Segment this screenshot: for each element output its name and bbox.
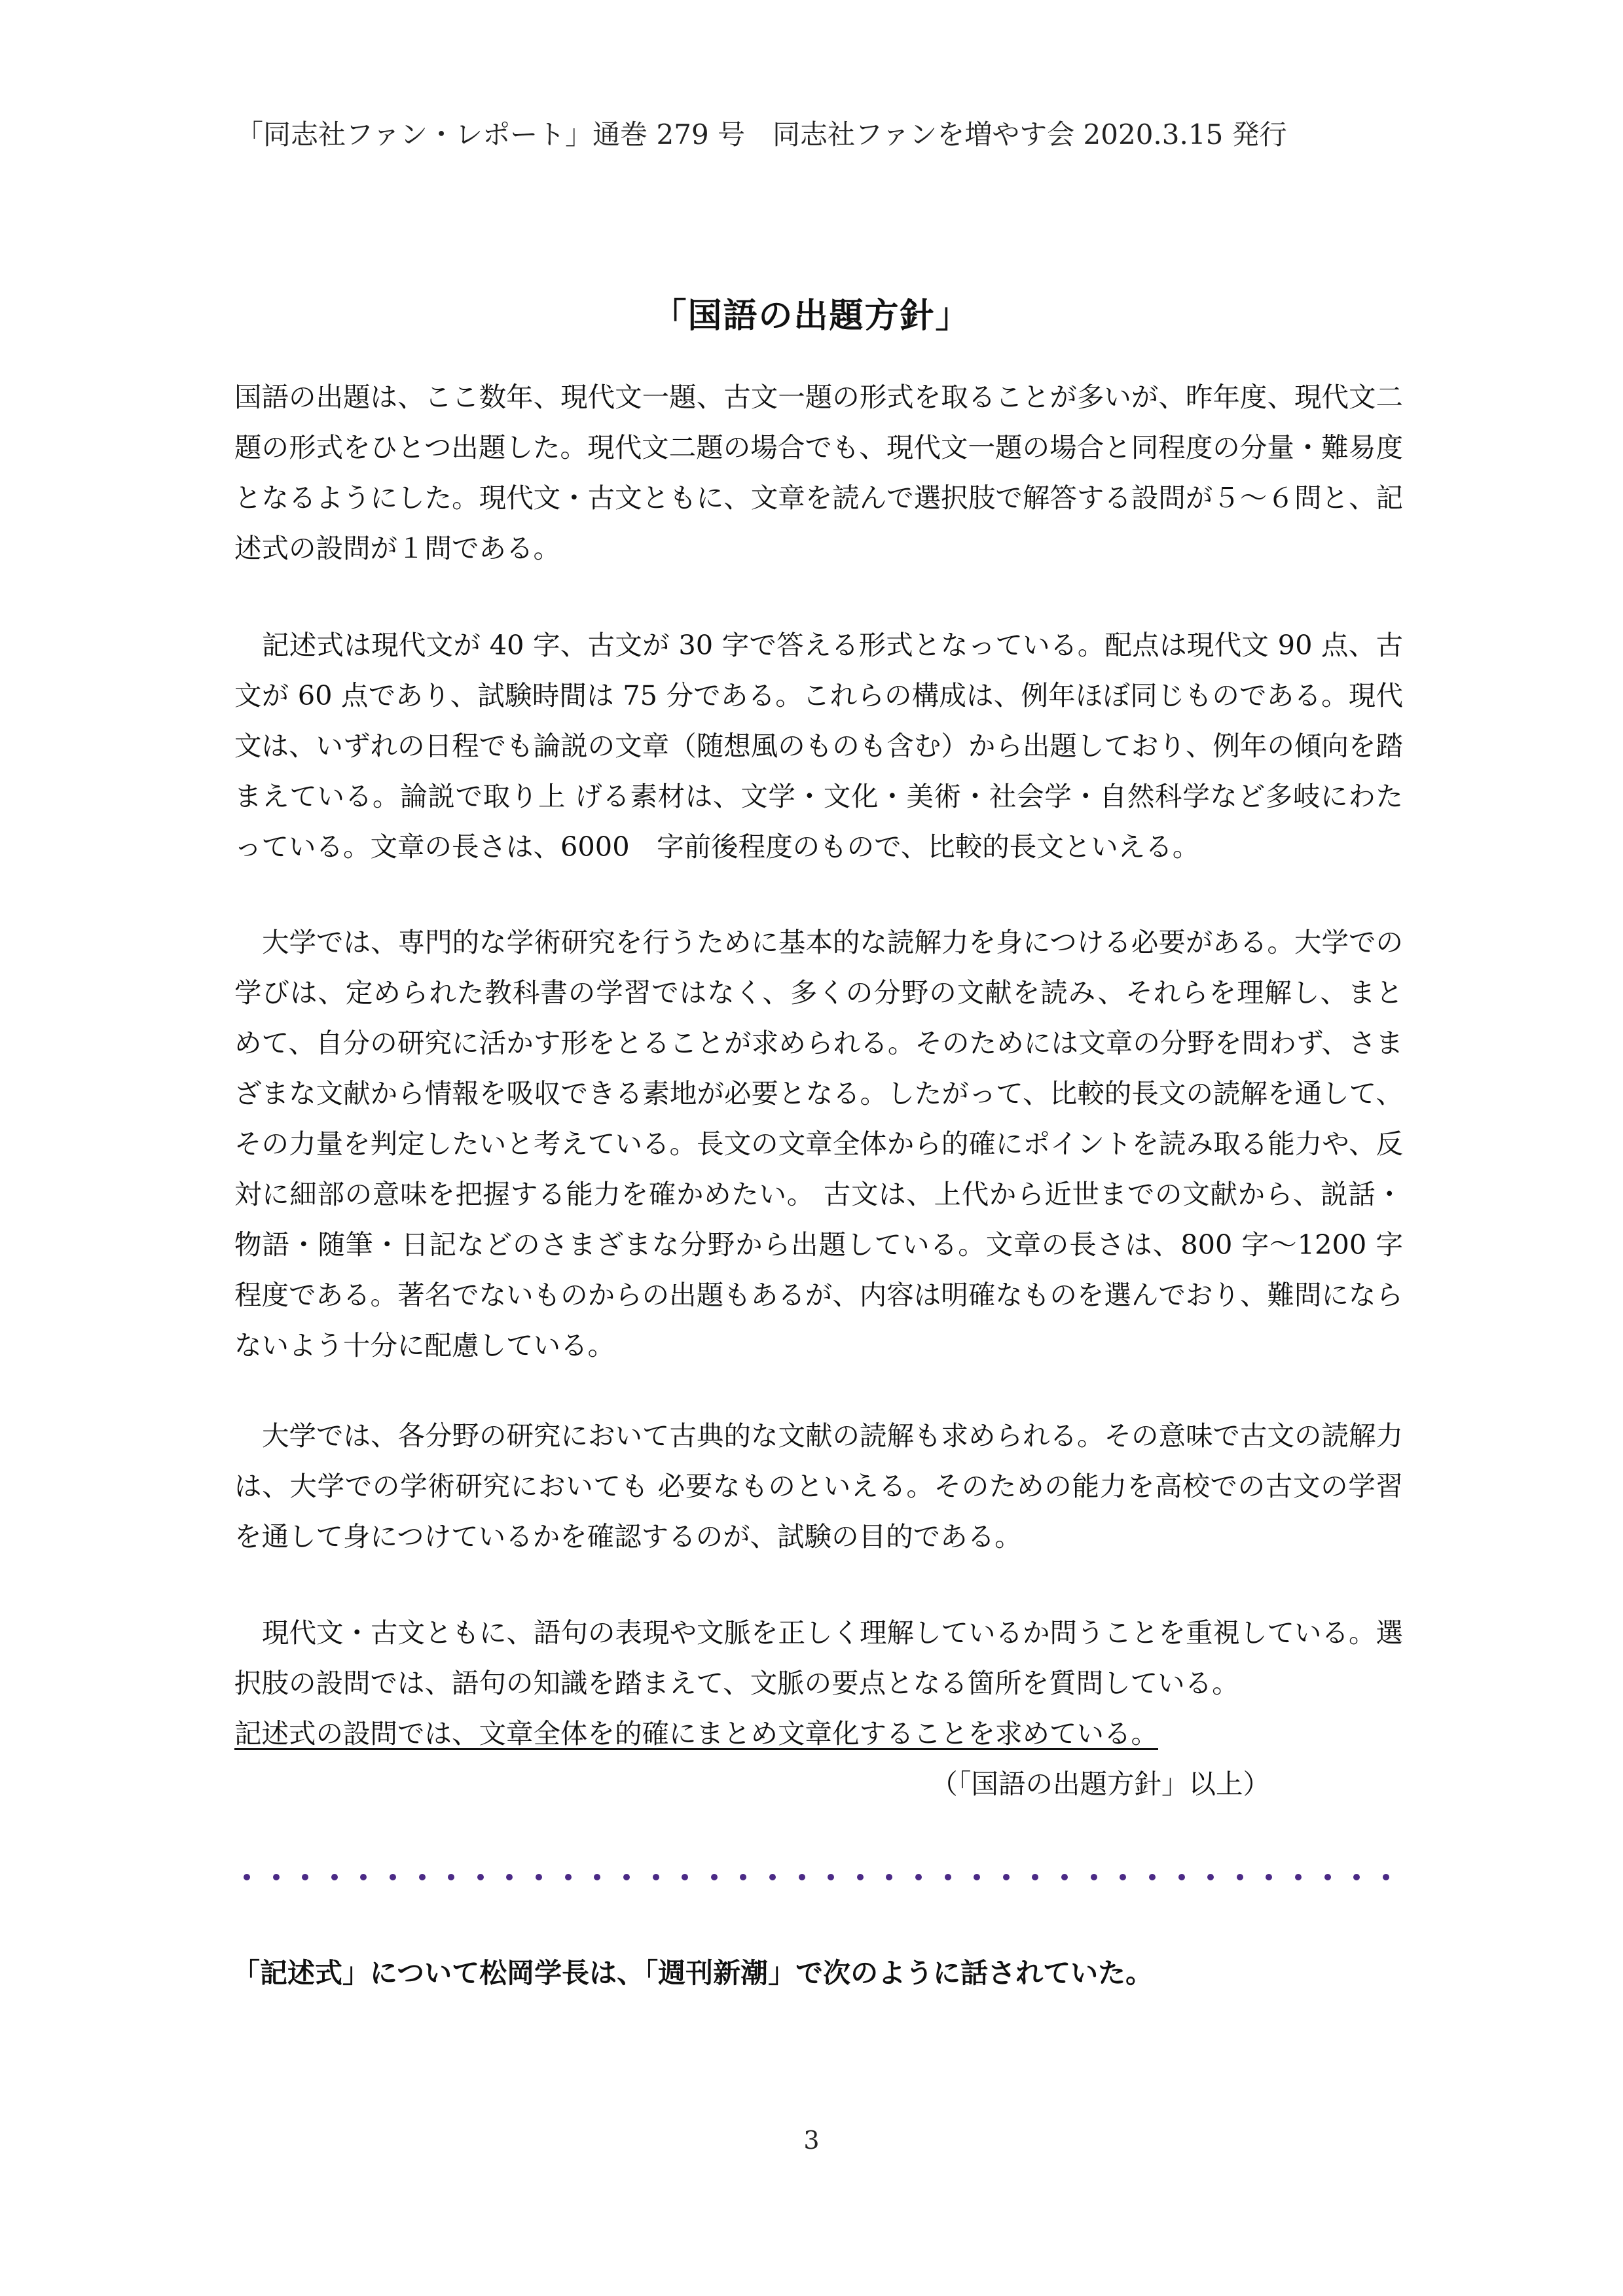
divider-dot bbox=[682, 1874, 688, 1880]
divider-dot bbox=[1091, 1874, 1097, 1880]
divider-dot bbox=[331, 1874, 338, 1880]
closing-note: （「国語の出題方針」以上） bbox=[930, 1768, 1270, 1800]
divider-dot bbox=[448, 1874, 454, 1880]
page-number: 3 bbox=[803, 2126, 820, 2155]
divider-dot bbox=[506, 1874, 513, 1880]
paragraph-4: 大学では、各分野の研究において古典的な文献の読解も求められる。その意味で古文の読解力は、大学での学術研究においても 必要なものといえる。そのための能力を高校での古文の学習を通して身につけているかを確認するのが、試験の目的である。 bbox=[234, 1420, 1404, 1552]
paragraph-5-main: 現代文・古文ともに、語句の表現や文脈を正しく理解しているか問うことを重視している。選択肢の設問では、語句の知識を踏まえて、文脈の要点となる箇所を質問している。 bbox=[234, 1617, 1404, 1699]
divider-dot bbox=[1324, 1874, 1331, 1880]
dotted-divider bbox=[244, 1872, 1389, 1882]
divider-dot bbox=[915, 1874, 922, 1880]
footer-note: 「記述式」について松岡学長は、「週刊新潮」で次のように話されていた。 bbox=[232, 1957, 1154, 1989]
divider-dot bbox=[857, 1874, 864, 1880]
divider-dot bbox=[974, 1874, 980, 1880]
paragraph-2: 記述式は現代文が 40 字、古文が 30 字で答える形式となっている。配点は現代文 90 点、古文が 60 点であり、試験時間は 75 分である。これらの構成は、例年ほぼ同じものである。現代文は、いずれの日程でも論説の文章（随想風のものも含む）から出題しており、例年の傾向を踏まえている。論説で取り上 げる素材は、文学・文化・美術・社会学・自然科学など多岐にわたっている。文章の長さは、6000 字前後程度のもので、比較的長文といえる。 bbox=[234, 629, 1403, 863]
divider-dot bbox=[536, 1874, 542, 1880]
underlined-sentence: 記述式の設問では、文章全体を的確にまとめ文章化することを求めている。 bbox=[234, 1717, 1159, 1749]
divider-dot bbox=[1061, 1874, 1068, 1880]
divider-dot bbox=[1295, 1874, 1302, 1880]
divider-dot bbox=[886, 1874, 892, 1880]
paragraph-5 bbox=[234, 1607, 1403, 1759]
divider-dot bbox=[273, 1874, 280, 1880]
divider-dot bbox=[1032, 1874, 1038, 1880]
divider-dot bbox=[302, 1874, 308, 1880]
divider-dot bbox=[360, 1874, 367, 1880]
divider-dot bbox=[1383, 1874, 1389, 1880]
divider-dot bbox=[653, 1874, 659, 1880]
divider-dot bbox=[1178, 1874, 1185, 1880]
divider-dot bbox=[1003, 1874, 1010, 1880]
divider-dot bbox=[1353, 1874, 1360, 1880]
divider-dot bbox=[711, 1874, 718, 1880]
section-title: 「国語の出題方針」 bbox=[652, 296, 971, 336]
divider-dot bbox=[1120, 1874, 1126, 1880]
divider-dot bbox=[1149, 1874, 1156, 1880]
divider-dot bbox=[594, 1874, 600, 1880]
divider-dot bbox=[769, 1874, 776, 1880]
divider-dot bbox=[244, 1874, 250, 1880]
divider-dot bbox=[477, 1874, 484, 1880]
divider-dot bbox=[565, 1874, 572, 1880]
divider-dot bbox=[828, 1874, 834, 1880]
divider-dot bbox=[1207, 1874, 1214, 1880]
divider-dot bbox=[390, 1874, 396, 1880]
divider-dot bbox=[799, 1874, 805, 1880]
paragraph-3: 大学では、専門的な学術研究を行うために基本的な読解力を身につける必要がある。大学での学びは、定められた教科書の学習ではなく、多くの分野の文献を読み、それらを理解し、まとめて、自分の研究に活かす形をとることが求められる。そのためには文章の分野を問わず、さまざまな文献から情報を吸収できる素地が必要となる。したがって、比較的長文の読解を通して、その力量を判定したいと考えている。長文の文章全体から的確にポイントを読み取る能力や、反対に細部の意味を把握する能力を確かめたい。 古文は、上代から近世までの文献から、説話・物語・随筆・日記などのさまざまな分野から出題している。文章の長さは、800 字～1200 字程度である。著名でないものからの出題もあるが、内容は明確なものを選んでおり、難問にならないよう十分に配慮している。 bbox=[234, 926, 1403, 1361]
divider-dot bbox=[1266, 1874, 1272, 1880]
divider-dot bbox=[740, 1874, 746, 1880]
divider-dot bbox=[623, 1874, 630, 1880]
paragraph-1: 国語の出題は、ここ数年、現代文一題、古文一題の形式を取ることが多いが、昨年度、現代文二題の形式をひとつ出題した。現代文二題の場合でも、現代文一題の場合と同程度の分量・難易度となるようにした。現代文・古文ともに、文章を読んで選択肢で解答する設問が５～６問と、記述式の設問が１問である。 bbox=[234, 381, 1403, 564]
divider-dot bbox=[419, 1874, 426, 1880]
divider-dot bbox=[945, 1874, 951, 1880]
publication-header: 「同志社ファン・レポート」通巻 279 号 同志社ファンを増やす会 2020.3.15 発行 bbox=[236, 118, 1287, 151]
divider-dot bbox=[1237, 1874, 1243, 1880]
